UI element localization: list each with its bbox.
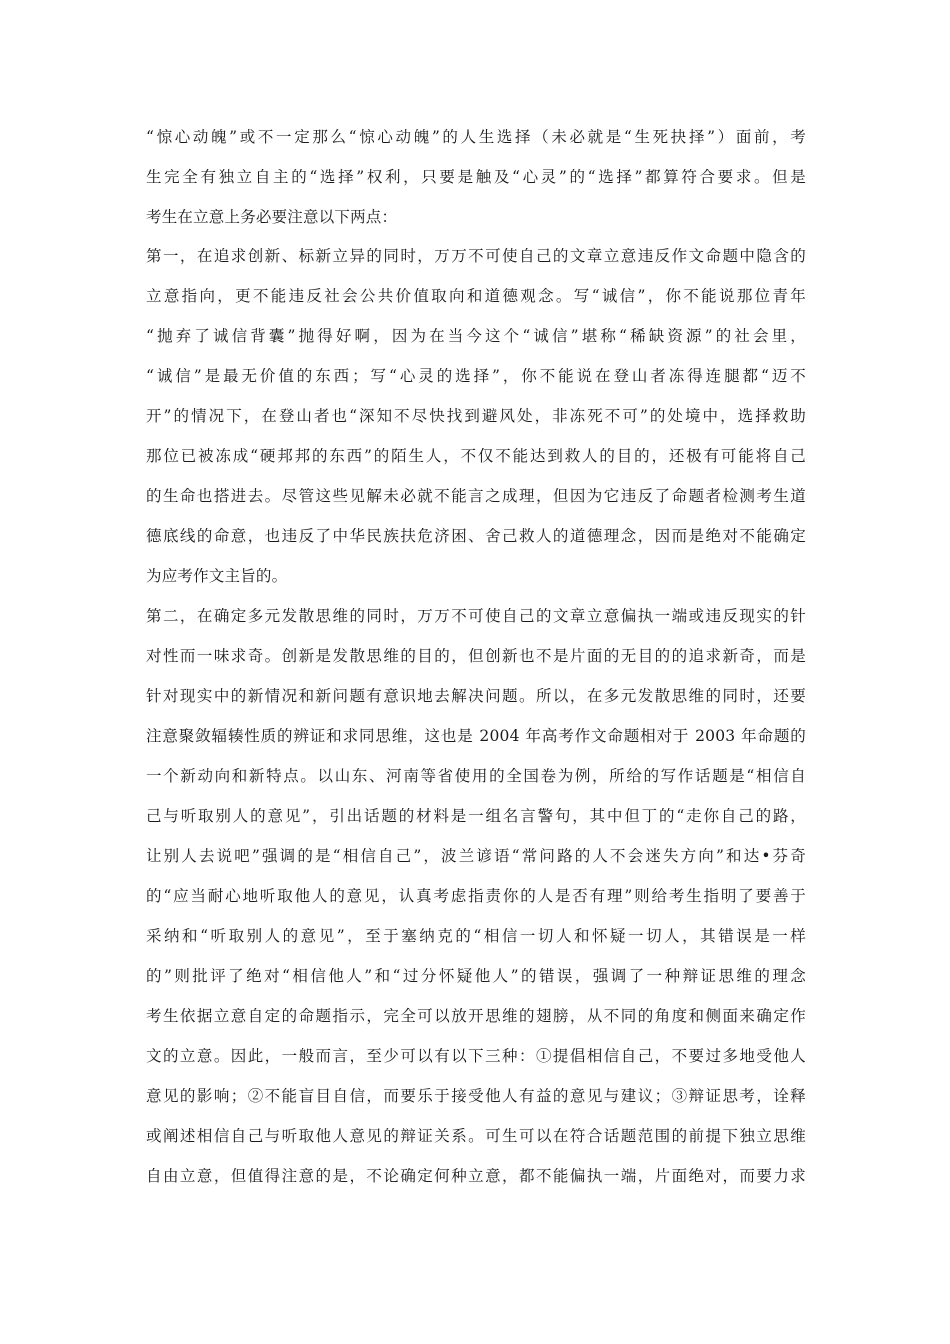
text-line: 针对现实中的新情况和新问题有意识地去解决问题。所以，在多元发散思维的同时，还要 [146,687,806,705]
text-line: 的生命也搭进去。尽管这些见解未必就不能言之成理，但因为它违反了命题者检测考生道 [146,487,806,505]
text-line: 第一，在追求创新、标新立异的同时，万万不可使自己的文章立意违反作文命题中隐含的 [146,247,806,265]
text-line: 意见的影响；②不能盲目自信，而要乐于接受他人有益的意见与建议；③辩证思考，诠释 [146,1087,806,1105]
text-line: 为应考作文主旨的。 [146,567,288,585]
text-line: 第二，在确定多元发散思维的同时，万万不可使自己的文章立意偏执一端或违反现实的针 [146,607,806,625]
text-line: 考生在立意上务必要注意以下两点： [146,208,398,226]
text-line: 己与听取别人的意见”，引出话题的材料是一组名言警句，其中但丁的“走你自己的路， [146,807,806,825]
text-line: 注意聚敛辐辏性质的辨证和求同思维，这也是 2004 年高考作文命题相对于 2003 年命题的 [146,727,806,745]
text-line: 文的立意。因此，一般而言，至少可以有以下三种：①提倡相信自己，不要过多地受他人 [146,1047,806,1065]
text-line: “抛弃了诚信背囊”抛得好啊，因为在当今这个“诚信”堪称“稀缺资源”的社会里， [146,327,806,345]
text-line: “诚信”是最无价值的东西；写“心灵的选择”，你不能说在登山者冻得连腿都“迈不 [146,367,806,385]
text-line: 一个新动向和新特点。以山东、河南等省使用的全国卷为例，所给的写作话题是“相信自 [146,767,806,785]
text-line: 采纳和“听取别人的意见”，至于塞纳克的“相信一切人和怀疑一切人，其错误是一样 [146,927,806,945]
text-line: 考生依据立意自定的命题指示，完全可以放开思维的翅膀，从不同的角度和侧面来确定作 [146,1007,806,1025]
text-line: 自由立意，但值得注意的是，不论确定何种立意，都不能偏执一端，片面绝对，而要力求 [146,1167,806,1185]
text-line: 对性而一味求奇。创新是发散思维的目的，但创新也不是片面的无目的的追求新奇，而是 [146,647,806,665]
text-line: 的“应当耐心地听取他人的意见，认真考虑指责你的人是否有理”则给考生指明了要善于 [146,887,806,905]
text-line: 生完全有独立自主的“选择”权利，只要是触及“心灵”的“选择”都算符合要求。但是 [146,168,806,186]
text-line: 那位已被冻成“硬邦邦的东西”的陌生人，不仅不能达到救人的目的，还极有可能将自己 [146,447,806,465]
text-line: 德底线的命意，也违反了中华民族扶危济困、舍己救人的道德理念，因而是绝对不能确定 [146,527,806,545]
text-line: 开”的情况下，在登山者也“深知不尽快找到避风处，非冻死不可”的处境中，选择救助 [146,407,806,425]
text-line: 或阐述相信自己与听取他人意见的辩证关系。可生可以在符合话题范围的前提下独立思维 [146,1127,806,1145]
text-line: 让别人去说吧”强调的是“相信自己”，波兰谚语“常问路的人不会迷失方向”和达•芬奇 [146,847,806,865]
text-line: “惊心动魄”或不一定那么“惊心动魄”的人生选择（未必就是“生死抉择”）面前，考 [146,128,806,146]
text-line: 立意指向，更不能违反社会公共价值取向和道德观念。写“诚信”，你不能说那位青年 [146,287,806,305]
text-line: 的”则批评了绝对“相信他人”和“过分怀疑他人”的错误，强调了一种辩证思维的理念 [146,967,806,985]
